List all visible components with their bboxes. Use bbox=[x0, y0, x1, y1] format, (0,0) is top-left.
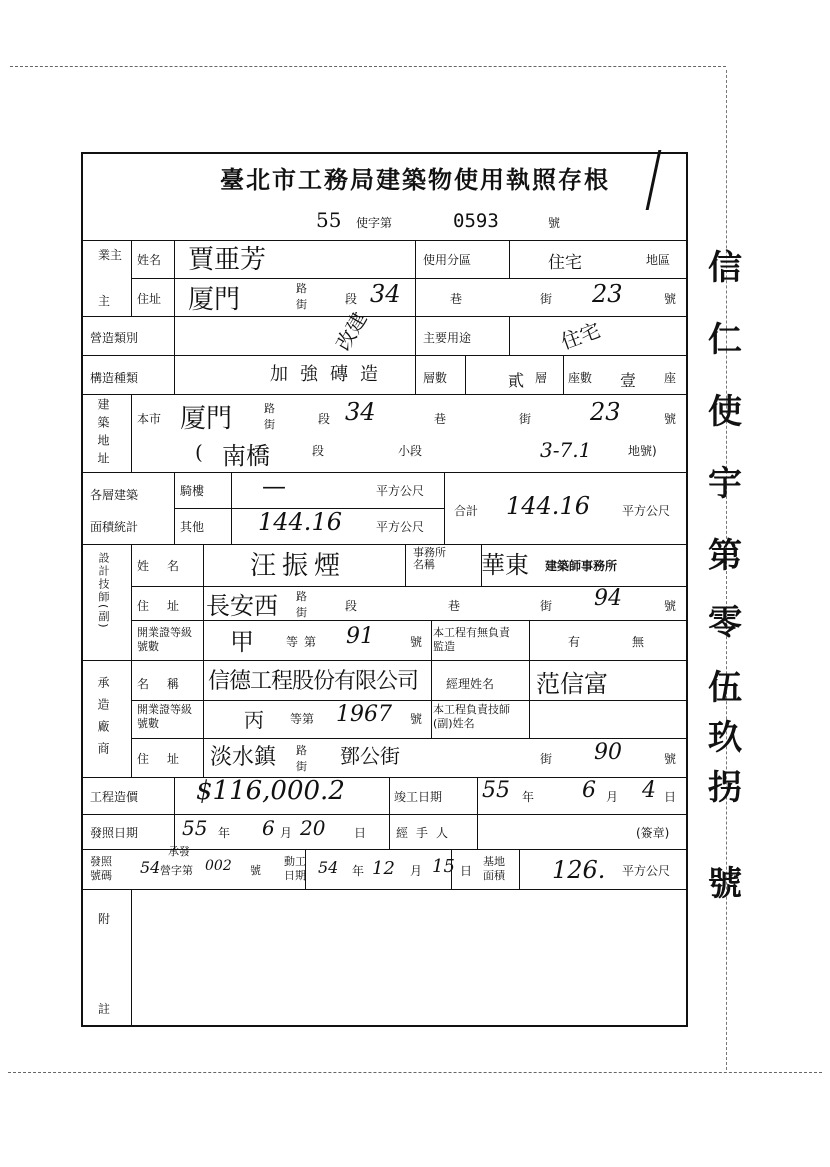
designer-duan: 段 bbox=[345, 599, 358, 613]
designer-name-value: 汪振煙 bbox=[250, 551, 347, 581]
scan-edge-bottom bbox=[8, 1072, 822, 1073]
other-unit: 平方公尺 bbox=[376, 520, 425, 534]
contractor-addr-rest: 鄧公街 bbox=[340, 744, 400, 768]
arcade-value: — bbox=[262, 472, 286, 500]
arcade-label: 騎樓 bbox=[180, 484, 205, 498]
site-xiang: 巷 bbox=[434, 412, 447, 426]
permit-no-corr: 承發 bbox=[168, 845, 190, 858]
owner-addr-no: 34 bbox=[370, 280, 401, 308]
permit-year: 55 bbox=[316, 208, 342, 232]
zone-suffix: 地區 bbox=[646, 253, 671, 267]
permit-no-num: 002 bbox=[205, 858, 232, 874]
owner-duan: 段 bbox=[345, 292, 358, 306]
handler-label: 經手人 bbox=[396, 826, 457, 840]
contractor-grade-label: 等第 bbox=[290, 712, 315, 726]
area-label-2: 面積統計 bbox=[90, 520, 139, 534]
build-type-value: 改建 bbox=[330, 307, 372, 355]
designer-office-label: 事務所名稱 bbox=[413, 546, 446, 571]
start-year: 54 bbox=[318, 858, 339, 877]
site-jie: 街 bbox=[264, 418, 275, 431]
other-value: 144.16 bbox=[258, 508, 342, 536]
issue-nian: 年 bbox=[218, 826, 231, 840]
owner-addr-jie: 街 bbox=[540, 292, 553, 306]
contractor-jie: 街 bbox=[296, 760, 307, 773]
owner-xiang: 巷 bbox=[450, 292, 463, 306]
site-subsection: 小段 bbox=[398, 444, 423, 458]
floors-unit: 層 bbox=[535, 371, 548, 385]
contractor-jie2: 街 bbox=[540, 752, 553, 766]
cost-label: 工程造價 bbox=[90, 790, 139, 804]
supervise-label: 本工程有無負責監造 bbox=[433, 626, 510, 653]
designer-house: 94 bbox=[594, 586, 622, 611]
site-group: 建築地址 bbox=[96, 398, 110, 470]
total-value: 144.16 bbox=[506, 492, 590, 520]
permit-no-label: 發照號碼 bbox=[90, 855, 112, 882]
owner-addr-house: 23 bbox=[592, 280, 623, 308]
site-house: 23 bbox=[590, 398, 621, 426]
site-road: 厦門 bbox=[180, 404, 233, 434]
owner-lu: 路 bbox=[296, 282, 307, 295]
start-day: 15 bbox=[432, 856, 455, 877]
contractor-license-no: 1967 bbox=[336, 702, 392, 727]
blocks-unit: 座 bbox=[664, 371, 677, 385]
total-unit: 平方公尺 bbox=[622, 504, 671, 518]
site-duan: 段 bbox=[318, 412, 331, 426]
contractor-house: 90 bbox=[594, 740, 622, 765]
site-section: 南橋 bbox=[222, 442, 270, 470]
contractor-name-value: 信德工程股份有限公司 bbox=[208, 669, 419, 694]
side-char: 伍 bbox=[708, 668, 742, 708]
other-label: 其他 bbox=[180, 520, 205, 534]
start-month: 12 bbox=[372, 858, 395, 879]
designer-addr-label: 住址 bbox=[137, 599, 198, 613]
designer-grade: 甲 bbox=[230, 628, 254, 656]
designer-license-no: 91 bbox=[346, 624, 374, 649]
base-label: 基地面積 bbox=[483, 855, 505, 882]
arcade-unit: 平方公尺 bbox=[376, 484, 425, 498]
designer-office-suffix: 建築師事務所 bbox=[545, 559, 618, 573]
side-stamp-column bbox=[708, 240, 768, 920]
side-char: 仁 bbox=[708, 320, 742, 360]
designer-grade-label: 等第 bbox=[286, 635, 323, 649]
side-char: 使 bbox=[708, 392, 742, 432]
issue-ri: 日 bbox=[354, 826, 367, 840]
designer-license-label: 開業證等級號數 bbox=[137, 626, 192, 653]
permit-suffix: 號 bbox=[548, 216, 561, 230]
total-label: 合計 bbox=[454, 504, 479, 518]
remarks-top: 附 bbox=[98, 912, 111, 926]
supervise-none: 無 bbox=[632, 635, 645, 649]
issue-year: 55 bbox=[182, 816, 208, 840]
floors-label: 層數 bbox=[423, 371, 448, 385]
build-type-label: 營造類別 bbox=[90, 331, 139, 345]
issue-sign: (簽章) bbox=[636, 826, 670, 840]
supervise-value: 有 bbox=[568, 635, 581, 649]
scan-edge-top bbox=[10, 66, 726, 67]
owner-addr-road: 厦門 bbox=[188, 285, 241, 315]
done-day: 4 bbox=[642, 778, 656, 803]
permit-no-hao: 號 bbox=[250, 864, 261, 877]
done-yue: 月 bbox=[606, 790, 619, 804]
floors-value: 貳 bbox=[508, 371, 525, 390]
contractor-hao2: 號 bbox=[664, 752, 677, 766]
structure-value: 加強磚造 bbox=[270, 364, 390, 385]
issue-month: 6 bbox=[262, 816, 275, 840]
manager-label: 經理姓名 bbox=[446, 677, 495, 691]
contractor-hao: 號 bbox=[410, 712, 423, 726]
owner-addr-label: 住址 bbox=[137, 292, 162, 306]
designer-name-label: 姓名 bbox=[137, 559, 198, 573]
contractor-license-label: 開業證等級號數 bbox=[137, 703, 192, 730]
done-nian: 年 bbox=[522, 790, 535, 804]
permit-no-year: 54 bbox=[140, 858, 161, 877]
area-label-1: 各層建築 bbox=[90, 488, 139, 502]
contractor-group: 承造廠商 bbox=[96, 676, 110, 764]
permit-type: 使字第 bbox=[356, 216, 393, 230]
manager-value: 范信富 bbox=[536, 670, 608, 698]
owner-hao: 號 bbox=[664, 292, 677, 306]
site-lu: 路 bbox=[264, 402, 275, 415]
designer-jie2: 街 bbox=[540, 599, 553, 613]
site-duan2: 段 bbox=[312, 444, 325, 458]
start-nian: 年 bbox=[352, 864, 365, 878]
designer-hao: 號 bbox=[664, 599, 677, 613]
site-jie2: 街 bbox=[519, 412, 532, 426]
designer-xiang: 巷 bbox=[448, 599, 461, 613]
contractor-grade: 丙 bbox=[244, 708, 264, 732]
remarks-bottom: 註 bbox=[98, 1002, 111, 1016]
structure-label: 構造種類 bbox=[90, 371, 139, 385]
site-paren: ( bbox=[195, 440, 203, 464]
blocks-label: 座數 bbox=[568, 371, 593, 385]
designer-hao2: 號 bbox=[410, 635, 423, 649]
owner-group-1: 業主 bbox=[98, 248, 123, 262]
designer-group: 設計技師(副) bbox=[97, 552, 110, 630]
main-use-label: 主要用途 bbox=[423, 331, 472, 345]
contractor-addr-value: 淡水鎮 bbox=[210, 745, 277, 770]
contractor-addr-label: 住址 bbox=[137, 752, 198, 766]
designer-lu: 路 bbox=[296, 590, 307, 603]
site-hao: 號 bbox=[664, 412, 677, 426]
owner-name-label: 姓名 bbox=[137, 253, 162, 267]
start-yue: 月 bbox=[410, 864, 423, 878]
issue-label: 發照日期 bbox=[90, 826, 139, 840]
site-lot-label: 地號) bbox=[628, 444, 657, 458]
designer-jie: 街 bbox=[296, 606, 307, 619]
owner-name-value: 賈亜芳 bbox=[188, 245, 267, 275]
side-char: 玖 bbox=[708, 718, 742, 758]
side-char: 號 bbox=[708, 864, 742, 904]
designer-addr-value: 長安西 bbox=[206, 592, 278, 620]
owner-jie: 街 bbox=[296, 298, 307, 311]
issue-day: 20 bbox=[300, 816, 326, 840]
base-value: 126. bbox=[552, 856, 606, 884]
issue-yue: 月 bbox=[280, 826, 293, 840]
cost-value: $116,000.2 bbox=[196, 776, 345, 806]
done-year: 55 bbox=[482, 778, 510, 803]
done-label: 竣工日期 bbox=[394, 790, 443, 804]
site-lot: 3-7.1 bbox=[540, 438, 592, 462]
designer-office-value: 華東 bbox=[481, 551, 529, 579]
form-title: 臺北市工務局建築物使用執照存根 bbox=[220, 165, 610, 194]
permit-number: 0593 bbox=[453, 210, 499, 232]
owner-group-2: 主 bbox=[98, 294, 111, 308]
start-label: 動工日期 bbox=[284, 855, 306, 882]
permit-no-type: 營字第 bbox=[160, 864, 193, 877]
contractor-tech-label: 本工程負責技師(副)姓名 bbox=[433, 703, 510, 730]
site-no: 34 bbox=[345, 398, 376, 426]
contractor-name-label: 名稱 bbox=[137, 677, 198, 691]
side-char: 宇 bbox=[708, 464, 742, 504]
side-char: 信 bbox=[708, 248, 742, 288]
side-char: 拐 bbox=[708, 768, 742, 808]
zone-value: 住宅 bbox=[548, 253, 582, 273]
base-unit: 平方公尺 bbox=[622, 864, 671, 878]
done-ri: 日 bbox=[664, 790, 677, 804]
done-month: 6 bbox=[582, 778, 596, 803]
site-city: 本市 bbox=[137, 412, 162, 426]
zone-label: 使用分區 bbox=[423, 253, 472, 267]
contractor-lu: 路 bbox=[296, 744, 307, 757]
start-ri: 日 bbox=[460, 864, 473, 878]
main-use-value: 住宅 bbox=[557, 317, 604, 355]
side-char: 第 bbox=[708, 536, 742, 576]
side-char: 零 bbox=[708, 603, 742, 643]
blocks-value: 壹 bbox=[620, 371, 637, 390]
